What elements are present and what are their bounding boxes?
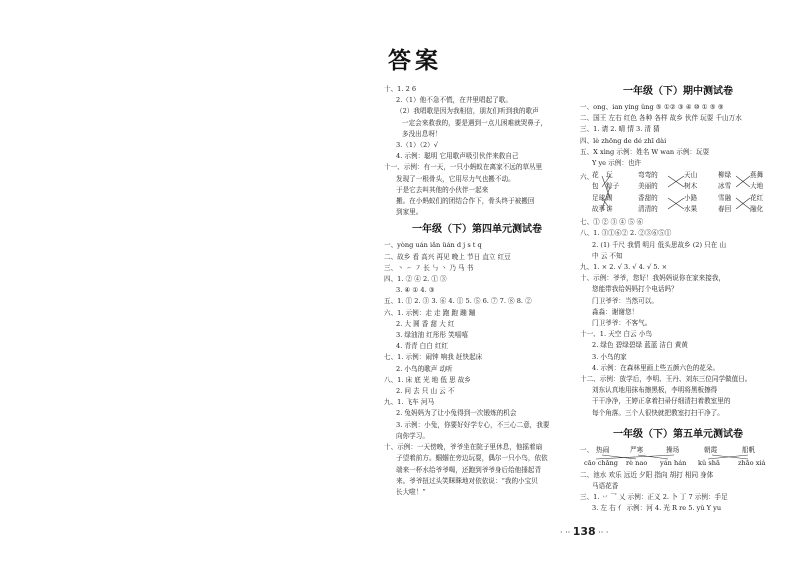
answer-line: 八、1. 床 底 光 地 低 思 故乡	[384, 375, 471, 384]
answer-line: 九、1. 飞车 河马	[384, 398, 435, 407]
match-word: 操场	[666, 445, 680, 454]
answer-line: 一、yòng uán iǎn üán d j s t q	[384, 241, 482, 250]
match-word: 船帆	[742, 445, 756, 454]
match-item: 粽子	[606, 182, 620, 191]
answer-line: 每个角落。三个人很快就把教室打扫干净了。	[592, 408, 724, 417]
match-item: 踢	[606, 193, 613, 202]
answer-line: 十、示例：爷爷，您好！我妈妈说你在家来接我，	[580, 274, 726, 283]
answer-line: 五、1. ① 2. ③ 3. ⑥ 4. ① 5. ⑤ 6. ⑦ 7. ⑧ 8. ②	[384, 297, 532, 306]
answer-line: 三、1. 请 2. 晴 情 3. 清 猜	[580, 125, 660, 134]
answer-line: 发现了一根骨头，它用尽力气也搬不动。	[396, 174, 515, 183]
answer-line: 2. 绿色 碧绿碧绿 蓝蓝 洁白 黄黄	[592, 341, 688, 350]
answer-line: 五、X xìng 示例：姓名 W wan 示例：玩耍	[580, 147, 710, 156]
match-word: 严寒	[630, 445, 644, 454]
matching-lines	[580, 170, 776, 216]
section-title-unit5: 一年级（下）第五单元测试卷	[613, 428, 743, 440]
answer-line: 2. (1) 千尺 我情 明月 低头思故乡 (2) 只在 山	[592, 240, 727, 249]
answer-line: 一定会来救我的，要是遇到一点儿困难就哭鼻子，	[402, 118, 548, 127]
answer-line: 3. 左 右 亻 示例：河 4. 光 R re 5. yǔ Y yu	[592, 504, 722, 513]
match-item: 燕舞	[750, 171, 764, 180]
answer-line: 中 云 不知	[592, 251, 623, 260]
answer-line: 三、1. 丷 乛 乂 示例：正义 2. 卜 丁 7 示例：手足	[580, 493, 728, 502]
answer-line: 3. ④ ① 4. ③	[396, 286, 435, 295]
match-line	[602, 198, 610, 209]
match-item: 树木	[684, 182, 698, 191]
match-pinyin: cāo chǎng	[584, 458, 619, 467]
answer-line: 2. 兔妈妈为了让小兔得到一次锻炼的机会	[396, 409, 517, 418]
match-item: 雪融	[718, 193, 732, 202]
answer-line: 3. 小鸟的家	[592, 352, 627, 361]
matching-exercise	[580, 170, 776, 216]
answer-line: 长大啦！”	[396, 487, 426, 496]
answer-line: 干干净净，王婷正拿着扫帚仔细清扫着教室里的	[592, 397, 731, 406]
answer-line: 十、1. 2 6	[384, 85, 417, 93]
question-number: 六、	[580, 173, 594, 182]
match-item: 小路	[684, 193, 698, 202]
match-item: 花	[592, 171, 599, 180]
match-item: 足球	[592, 193, 606, 202]
answer-line: 十二、示例：放学后，李明、王丹、刘东三位同学做值日。	[580, 375, 752, 384]
answer-line: 4. 示例：在森林里画上些五颜六色的花朵。	[592, 363, 720, 372]
match-item: 故事	[592, 204, 606, 213]
match-item: 玩	[606, 171, 613, 180]
answer-line: 4. 青青 白白 红红	[396, 342, 449, 351]
answer-line: 2. 大 圆 香 甜 大 红	[396, 319, 455, 328]
match-item: 讲	[606, 204, 613, 213]
answer-line: 门卫爷爷：当然可以。	[592, 296, 658, 305]
answer-line: 于是它去叫其他的小伙伴一起来	[396, 185, 489, 194]
match-item: 香甜的	[638, 193, 658, 202]
answer-line: 十、示例：一天傍晚，爷爷坐在院子里休息，他摇着扇	[384, 443, 543, 452]
answer-line: 九、1. × 2. √ 3. √ 4. √ 5. ×	[580, 263, 668, 272]
match-word: 热闹	[596, 445, 610, 454]
pinyin-matching	[580, 445, 776, 469]
match-pinyin: kǔ shā	[698, 458, 720, 467]
footer-ornament-left: · ··	[560, 528, 573, 537]
section-title-unit4: 一年级（下）第四单元测试卷	[412, 224, 542, 236]
answer-line: Y ye 示例：也许	[592, 159, 642, 168]
answer-line: 来。爷爷扭过头笑眯眯地对依依说：“我的小宝贝	[396, 476, 538, 485]
answer-line: 刘东认真地用抹布擦黑板，李明将黑板擦得	[592, 386, 718, 395]
answer-line: 端来一杯水给爷爷喝，还跑到爷爷身后给他捶起背	[396, 465, 542, 474]
pinyin-matching-lines	[580, 445, 776, 469]
answer-line: 门卫爷爷：不客气。	[592, 319, 652, 328]
page-number: 138	[572, 525, 596, 538]
answer-line: （2）我唱歌是因为我相信，朋友们听到我的歌声	[396, 107, 539, 116]
match-line	[602, 176, 610, 187]
answer-line: 二、国王 左右 红色 各种 各样 故乡 伙伴 玩耍 千山万水	[580, 114, 742, 123]
answer-line: 八、1. ③①⑥② 2. ②③⑥⑤①	[580, 229, 672, 238]
answer-line: 2. 小鸟的歌声 动听	[396, 364, 453, 373]
match-item: 柳绿	[718, 171, 732, 180]
match-item: 天山	[684, 171, 698, 180]
match-pinyin: yán hán	[660, 458, 687, 467]
match-item: 冰雪	[718, 182, 732, 191]
answer-line: 淼淼：谢谢您！	[592, 307, 639, 316]
match-item: 包	[592, 182, 599, 191]
answer-line: 4. 示例：聪明 它用歌声吸引伙伴来救自己	[396, 152, 519, 161]
match-pinyin: rè nao	[626, 458, 648, 467]
right-column	[580, 84, 776, 515]
match-word: 朝霞	[704, 445, 718, 454]
question-number: 一、	[580, 445, 594, 454]
match-item: 花红	[750, 193, 764, 202]
left-column	[384, 84, 570, 498]
answer-line: 七、① ② ③ ④ ⑤ ⑥	[580, 218, 644, 227]
match-line	[602, 187, 610, 209]
match-item: 美丽的	[638, 182, 658, 191]
answer-line: 一、ong、ian ying ǔng ⑤ ①② ③ ④ ⑩ ① ⑤ ⑨	[580, 103, 724, 111]
match-item: 春回	[718, 204, 732, 213]
match-item: 清清的	[638, 204, 658, 213]
answer-line: 2.（1）他不急不慌，在井里唱起了歌。	[396, 96, 512, 105]
answer-line: 六、1. 示例：走 走 跑 跑 蹦 蹦	[384, 308, 476, 317]
answer-line: 多没出息呀！	[402, 129, 442, 138]
match-item: 融化	[750, 204, 764, 213]
answer-line: 到家里。	[396, 208, 423, 217]
match-item: 大地	[750, 182, 764, 191]
match-pinyin: zhāo xiá	[738, 458, 766, 467]
answer-line: 三、丶 ㇀ ㇇ 长 ㇉ 丶 乃 马 书	[384, 263, 474, 272]
answer-line: 十一、示例：有一天，一只小蚂蚁在离家不远的草丛里	[384, 163, 543, 172]
answer-line: 四、1. ② ④ 2. ① ③	[384, 275, 447, 284]
answer-line: 3. 绿油油 红彤彤 笑嘻嘻	[396, 331, 468, 340]
answer-line: 七、1. 示例：闹钟 响我 赶快起床	[384, 353, 483, 362]
answer-line: 二、故乡 看 高兴 再见 晚上 节日 直立 红豆	[384, 252, 511, 261]
answer-line: 3.（1）（2）√	[396, 141, 438, 150]
section-title-midterm: 一年级（下）期中测试卷	[623, 86, 733, 97]
page-title: 答案	[388, 48, 442, 74]
answer-line: 向你学习。	[396, 431, 429, 440]
match-line	[602, 176, 610, 198]
page-footer	[560, 525, 608, 538]
answer-line: 十一、1. 天空 白云 小鸟	[580, 330, 652, 339]
footer-ornament-right: ·· ·	[595, 528, 609, 537]
answer-line: 四、lè zhōng de dé zhī dài	[580, 136, 667, 145]
answer-line: 3. 示例：小兔，你要好好学专心，不三心二意，我要	[396, 420, 550, 429]
answer-line: 您能带我给妈妈打个电话吗？	[592, 285, 678, 294]
answer-line: 二、池水 欢乐 远近 夕阳 指向 胡打 相同 身体	[580, 470, 714, 479]
answer-line: 马语花香	[592, 482, 619, 491]
answer-line: 搬。在小蚂蚁们的团结合作下，骨头终于被搬回	[396, 197, 535, 206]
match-item: 水果	[684, 204, 698, 213]
answer-line: 2. 问 去 只 山 云 不	[396, 387, 455, 396]
answer-line: 子望着前方。蝈蝈在旁边玩耍，偶尔一只小鸟，依依	[396, 454, 548, 463]
match-item: 弯弯的	[638, 171, 658, 180]
